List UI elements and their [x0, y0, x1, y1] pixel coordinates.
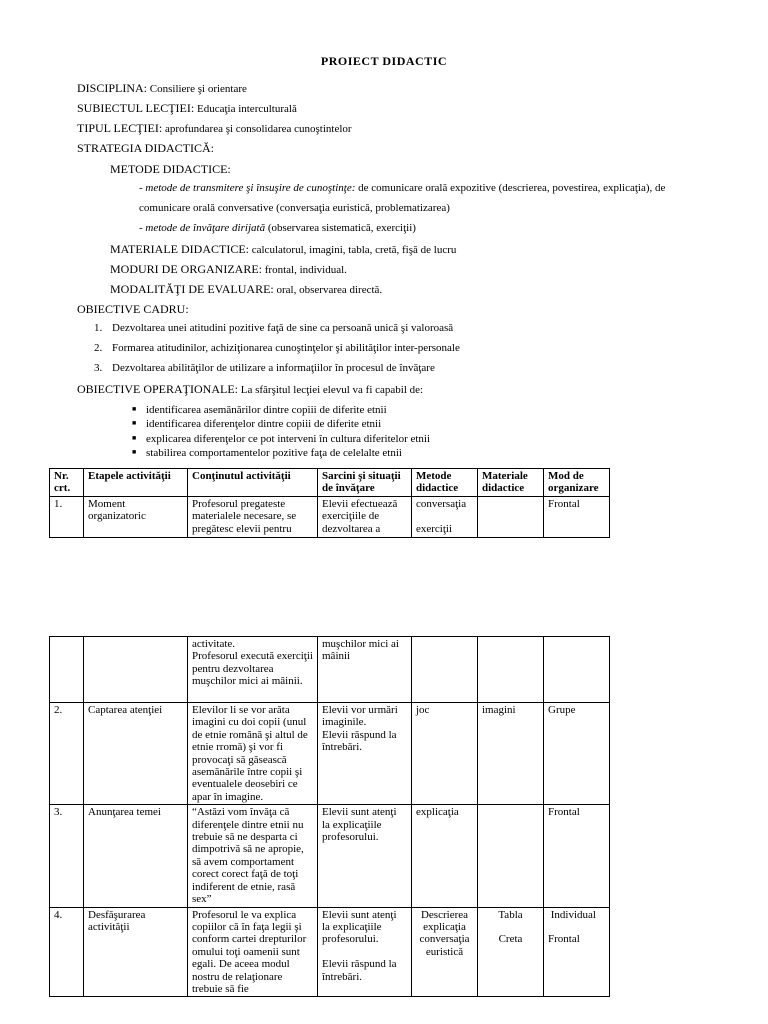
cell-materiale [478, 805, 544, 907]
list-item: ■ identificarea asemănărilor dintre copiii de diferite etnii [132, 404, 387, 416]
cell-mod: Individual Frontal [544, 907, 610, 997]
obiective-operationale-value: La sfârşitul lecţiei elevul va fi capabil de: [237, 384, 424, 396]
subiect-value: Educaţia interculturală [194, 103, 297, 115]
cell-metode: conversaţia exerciţii [412, 496, 478, 537]
cell-nr: 4. [50, 907, 84, 997]
cell-etapa: Anunţarea temei [84, 805, 188, 907]
obiectiv-cadru-item: 1. Dezvoltarea unei atitudini pozitive faţă de sine ca persoană unică şi valoroasă [94, 322, 454, 334]
materiale-value: calculatorul, imagini, tabla, cretă, fişă de lucru [248, 244, 457, 256]
modalitati-value: oral, observarea directă. [273, 284, 383, 296]
obiective-operationale-list [132, 403, 430, 460]
cell-nr: 2. [50, 703, 84, 805]
cell-metode: explicaţia [412, 805, 478, 907]
bullet-square-icon: ■ [132, 405, 137, 413]
header-etapa: Etapele activităţii [84, 469, 188, 497]
cell-sarcini: Elevii sunt atenţi la explicaţiile profesorului. Elevii răspund la întrebări. [318, 907, 412, 997]
metode-label: METODE DIDACTICE: [110, 162, 231, 176]
moduri-line [110, 262, 347, 277]
lesson-table-page2 [49, 636, 610, 997]
cell-metode [412, 637, 478, 703]
metode-line [110, 162, 231, 177]
modalitati-label: MODALITĂŢI DE EVALUARE: [110, 282, 274, 296]
cell-nr: 3. [50, 805, 84, 907]
obiectiv-cadru-item: 2. Formarea atitudinilor, achiziţionarea cunoştinţelor şi abilităţilor inter-personale [94, 342, 460, 354]
tipul-value: aprofundarea şi consolidarea cunoştintelor [162, 123, 352, 135]
cell-sarcini: Elevii efectuează exerciţiile de dezvoltarea a [318, 496, 412, 537]
table-row [50, 496, 610, 537]
cell-mod [544, 637, 610, 703]
table-header-row [50, 469, 610, 497]
metode-invatare-heading: - metode de învăţare dirijată [139, 222, 266, 234]
metode-invatare-line [139, 222, 416, 234]
cell-continut: Profesorul pregateste materialele necesare, se pregătesc elevii pentru [188, 496, 318, 537]
bullet-square-icon: ■ [132, 433, 137, 442]
cell-continut: “Astăzi vom învăţa că diferenţele dintre etnii nu trebuie să ne desparta ci dimpotrivă să ne apropie, să avem comportament corect corect faţă de toţi indiferent de etnie, rasă sex” [188, 805, 318, 907]
subiect-label: SUBIECTUL LECŢIEI: [77, 101, 195, 115]
cell-etapa: Desfăşurarea activităţii [84, 907, 188, 997]
cell-etapa: Captarea atenţiei [84, 703, 188, 805]
cell-sarcini: muşchilor mici ai mâinii [318, 637, 412, 703]
tipul-line [77, 121, 352, 136]
cell-materiale [478, 496, 544, 537]
list-item: ■ explicarea diferenţelor ce pot interveni în cultura diferitelor etnii [132, 432, 431, 445]
cell-metode: joc [412, 703, 478, 805]
obiective-operationale-line [77, 382, 423, 397]
metode-transmitere-line [139, 182, 665, 194]
header-nr: Nr. crt. [50, 469, 84, 497]
cell-mod: Grupe [544, 703, 610, 805]
list-item: ■ identificarea diferenţelor dintre copiii de diferite etnii [132, 418, 382, 431]
bullet-square-icon: ■ [132, 447, 137, 456]
modalitati-line [110, 282, 382, 297]
obiective-operationale-label: OBIECTIVE OPERAŢIONALE: [77, 382, 238, 396]
cell-continut: Profesorul le va explica copiilor că în faţa legii şi conform cartei drepturilor omului toţi oamenii sunt egali. De aceea modul nostru de relaţionare trebuie să fie [188, 907, 318, 997]
cell-materiale: imagini [478, 703, 544, 805]
cell-mod: Frontal [544, 805, 610, 907]
page-title: PROIECT DIDACTIC [320, 54, 448, 68]
disciplina-label: DISCIPLINA: [77, 81, 148, 95]
cell-nr [50, 637, 84, 703]
strategia-line [77, 141, 214, 156]
moduri-label: MODURI DE ORGANIZARE: [110, 262, 262, 276]
materiale-line [110, 242, 456, 257]
cell-etapa [84, 637, 188, 703]
metode-transmitere-text: de comunicare orală expozitive (descrierea, povestirea, explicaţia), de [355, 182, 666, 194]
cell-sarcini: Elevii vor urmări imaginile. Elevii răspund la întrebări. [318, 703, 412, 805]
table-row [50, 907, 610, 997]
cell-continut: Elevilor li se vor arăta imagini cu doi copii (unul de etnie română şi altul de etnie rromă) şi vor fi provocaţi să găsească asemănările între copii şi eventualele deosebiri ce apar în imagine. [188, 703, 318, 805]
cell-sarcini: Elevii sunt atenţi la explicaţiile profesorului. [318, 805, 412, 907]
materiale-label: MATERIALE DIDACTICE: [110, 242, 249, 256]
obiective-cadru-line [77, 302, 189, 317]
disciplina-line [77, 81, 247, 96]
bullet-square-icon: ■ [132, 419, 137, 428]
table-row [50, 703, 610, 805]
subiect-line [77, 101, 297, 116]
lesson-table-page1 [49, 468, 610, 538]
tipul-label: TIPUL LECŢIEI: [77, 121, 163, 135]
cell-nr: 1. [50, 496, 84, 537]
table-row [50, 805, 610, 907]
list-item: ■ stabilirea comportamentelor pozitive faţa de celelalte etnii [132, 446, 402, 459]
header-continut: Conţinutul activităţii [188, 469, 318, 497]
metode-transmitere-heading: - metode de transmitere şi însuşire de cunoştinţe: [139, 182, 356, 194]
cell-mod: Frontal [544, 496, 610, 537]
obiective-cadru-label: OBIECTIVE CADRU: [77, 302, 189, 316]
moduri-value: frontal, individual. [262, 264, 347, 276]
cell-materiale: Tabla Creta [478, 907, 544, 997]
header-metode: Metode didactice [412, 469, 478, 497]
cell-metode: Descrierea explicaţia conversaţia euristică [412, 907, 478, 997]
metode-invatare-text: (observarea sistematică, exerciţii) [265, 222, 416, 234]
cell-materiale [478, 637, 544, 703]
header-sarcini: Sarcini şi situaţii de învăţare [318, 469, 412, 497]
table-row [50, 637, 610, 703]
header-mod: Mod de organizare [544, 469, 610, 497]
metode-transmitere-cont: comunicare orală conversative (conversaţia euristică, problematizarea) [139, 202, 450, 214]
strategia-label: STRATEGIA DIDACTICĂ: [77, 141, 214, 155]
header-materiale: Materiale didactice [478, 469, 544, 497]
disciplina-value: Consiliere şi orientare [147, 83, 247, 95]
cell-continut: activitate. Profesorul execută exerciţii pentru dezvoltarea muşchilor mici ai mâinii. [188, 637, 318, 703]
cell-etapa: Moment organizatoric [84, 496, 188, 537]
obiectiv-cadru-item: 3. Dezvoltarea abilităţilor de utilizare a informaţiilor în procesul de învăţare [94, 362, 435, 374]
